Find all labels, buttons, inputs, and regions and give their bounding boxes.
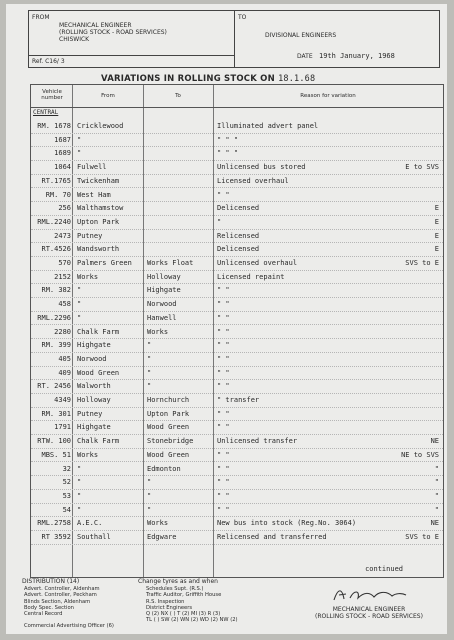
signer-block — [304, 606, 434, 620]
vehicle-number: 1689 — [54, 149, 71, 158]
vehicle-number: 458 — [58, 300, 71, 309]
from-cell: Twickenham — [77, 176, 120, 185]
reason-cell: Licensed overhaul — [217, 176, 289, 185]
from-cell: Palmers Green — [77, 259, 132, 267]
to-cell: Works Float — [147, 259, 194, 267]
to-cell: " — [147, 478, 152, 487]
category-cell: " — [434, 464, 439, 473]
reference: Ref. C16/ 3 — [32, 58, 65, 65]
from-cell: " — [77, 313, 82, 322]
category-cell: NE to SVS — [401, 450, 439, 459]
vehicle-number: RTW. 100 — [37, 437, 71, 446]
reason-cell: New bus into stock (Reg.No. 3064) — [217, 519, 357, 528]
table-row — [31, 489, 443, 504]
reason-cell: " " — [217, 341, 230, 350]
from-cell: " — [77, 491, 82, 500]
vehicle-number: 409 — [58, 368, 71, 377]
distribution-item: Advert. Controller, Aldenham — [24, 586, 100, 592]
vehicle-number: 54 — [62, 505, 71, 514]
section-label: CENTRAL — [33, 109, 59, 116]
to-cell: " — [147, 382, 152, 391]
reason-cell: " " — [217, 464, 230, 473]
from-cell: " — [77, 135, 82, 144]
vehicle-number: RML.2758 — [37, 519, 71, 528]
from-cell: " — [77, 286, 82, 295]
distribution-item: Body Spec. Section — [24, 604, 74, 611]
table-row — [31, 530, 443, 545]
table-row — [31, 229, 443, 244]
reason-cell: Licensed repaint — [217, 272, 285, 281]
table-row — [31, 283, 443, 298]
recipient-item: Traffic Auditor, Griffith House — [146, 592, 222, 599]
table-row — [31, 215, 443, 230]
recipient-item: Q (2) NX ( ) T (2) MI (3) R (3) — [146, 611, 221, 618]
table-row — [31, 311, 443, 326]
vehicle-number: RML.2296 — [37, 313, 71, 322]
table-row — [31, 188, 443, 203]
to-cell: " — [147, 354, 152, 363]
category-cell: NE — [430, 437, 439, 446]
recipient-list — [146, 586, 238, 624]
to-value: DIVISIONAL ENGINEERS — [265, 32, 337, 39]
from-cell: Southall — [77, 533, 111, 541]
category-cell: E — [434, 204, 439, 213]
to-cell: Hornchurch — [147, 396, 190, 404]
from-cell: Highgate — [77, 423, 111, 432]
date-label: DATE — [297, 53, 313, 60]
vehicle-number: 4349 — [54, 396, 71, 404]
from-cell: " — [77, 149, 82, 158]
col-header-to: To — [175, 93, 181, 99]
from-cell: Holloway — [77, 396, 111, 404]
to-cell: Holloway — [147, 272, 181, 281]
reason-cell: " " — [217, 382, 230, 391]
reason-cell: Delicensed — [217, 245, 260, 254]
table-row — [31, 379, 443, 394]
continued-note: continued — [365, 565, 403, 573]
vehicle-number: RM. 301 — [41, 409, 71, 418]
reason-cell: " " " — [217, 135, 239, 144]
vehicle-number: RT.4526 — [41, 245, 71, 254]
from-cell: Fulwell — [77, 163, 107, 172]
vehicle-number: RT 3592 — [41, 533, 71, 541]
to-cell: Hanwell — [147, 313, 177, 322]
distribution-count: (14) — [66, 578, 80, 585]
table-row — [31, 393, 443, 408]
reason-cell: " " — [217, 354, 230, 363]
to-cell: Works — [147, 519, 169, 528]
col-header-from: From — [101, 93, 115, 99]
reason-cell: " " — [217, 300, 230, 309]
reason-cell: " " — [217, 286, 230, 295]
table-row — [31, 297, 443, 312]
from-cell: Walthamstow — [77, 204, 124, 213]
title-text: VARIATIONS IN ROLLING STOCK ON — [101, 74, 275, 84]
table-row — [31, 201, 443, 216]
reason-cell: Unlicensed overhaul — [217, 259, 298, 267]
category-cell: E to SVS — [405, 163, 439, 172]
from-cell: " — [77, 505, 82, 514]
vehicle-number: RT.1765 — [41, 176, 71, 185]
from-cell: Norwood — [77, 354, 107, 363]
table-row — [31, 338, 443, 353]
table-row — [31, 503, 443, 518]
recipient-item: District Engineers — [146, 604, 193, 611]
from-cell: " — [77, 300, 82, 309]
table-row — [31, 160, 443, 175]
reason-cell: " " — [217, 368, 230, 377]
from-cell: West Ham — [77, 190, 111, 199]
to-cell: " — [147, 505, 152, 514]
document-footer — [14, 578, 444, 634]
vehicle-number: 2280 — [54, 327, 71, 336]
from-cell: Wandsworth — [77, 245, 120, 254]
from-line-3: CHISWICK — [59, 36, 90, 43]
vehicle-number: RM. 1678 — [37, 122, 71, 130]
reason-cell: " " — [217, 190, 230, 199]
recipient-item: TL ( ) SW (2) WN (2) WD (2) NW (2) — [146, 617, 238, 624]
header-rule — [31, 107, 443, 108]
to-cell: " — [147, 368, 152, 377]
table-row — [31, 462, 443, 477]
reason-cell: " " — [217, 478, 230, 487]
recipient-item: R.S. Inspection — [146, 598, 185, 605]
date-value: 19th January, 1968 — [319, 52, 395, 60]
to-cell: " — [147, 491, 152, 500]
category-cell: SVS to E — [405, 259, 439, 267]
reason-cell: Illuminated advert panel — [217, 122, 319, 130]
signer-dept: (ROLLING STOCK - ROAD SERVICES) — [315, 613, 423, 620]
from-cell: Works — [77, 272, 99, 281]
from-cell: Cricklewood — [77, 122, 124, 130]
distribution-label: DISTRIBUTION — [22, 578, 65, 585]
table-row — [31, 242, 443, 257]
category-cell: E — [434, 245, 439, 254]
from-cell: Chalk Farm — [77, 327, 120, 336]
to-label: TO — [238, 14, 247, 21]
distribution-item: Central Record — [24, 611, 63, 618]
from-label: FROM — [32, 14, 50, 21]
vehicle-number: RML.2240 — [37, 217, 71, 226]
table-row — [31, 420, 443, 435]
reason-cell: " " — [217, 327, 230, 336]
title-date: 18.1.68 — [278, 74, 316, 84]
header-divider — [234, 11, 235, 67]
reason-cell: " " — [217, 450, 230, 459]
table-row — [31, 352, 443, 367]
to-cell: Stonebridge — [147, 437, 194, 446]
to-cell: Wood Green — [147, 450, 190, 459]
vehicle-number: RT. 2456 — [37, 382, 71, 391]
table-row — [31, 270, 443, 285]
vehicle-number: 405 — [58, 354, 71, 363]
vehicle-number: 2473 — [54, 231, 71, 240]
to-cell: Works — [147, 327, 169, 336]
signer-title: MECHANICAL ENGINEER — [332, 606, 406, 613]
vehicle-number: 570 — [58, 259, 71, 267]
from-cell: Wood Green — [77, 368, 120, 377]
vehicle-number: 32 — [62, 464, 71, 473]
reason-cell: " — [217, 217, 222, 226]
table-row — [31, 516, 443, 531]
distribution-item: Advert. Controller, Peckham — [24, 592, 97, 599]
to-cell: Highgate — [147, 286, 181, 295]
table-row — [31, 174, 443, 189]
vehicle-number: RM. 399 — [41, 341, 71, 350]
reason-cell: " " — [217, 491, 230, 500]
table-row — [31, 448, 443, 463]
to-cell: Edgware — [147, 533, 177, 541]
reason-cell: Delicensed — [217, 204, 260, 213]
table-row — [31, 366, 443, 381]
from-cell: Walworth — [77, 382, 111, 391]
from-cell: Highgate — [77, 341, 111, 350]
header-rule — [29, 55, 234, 56]
reason-cell: Unlicensed transfer — [217, 437, 298, 446]
to-cell: Wood Green — [147, 423, 190, 432]
from-cell: " — [77, 478, 82, 487]
vehicle-number: 1687 — [54, 135, 71, 144]
to-cell: Norwood — [147, 300, 177, 309]
reason-cell: " transfer — [217, 396, 260, 404]
table-row — [31, 133, 443, 148]
vehicle-number: 53 — [62, 491, 71, 500]
to-cell: Edmonton — [147, 464, 181, 473]
vehicle-number: 256 — [58, 204, 71, 213]
category-cell: " — [434, 505, 439, 514]
reason-cell: " " — [217, 505, 230, 514]
category-cell: E — [434, 231, 439, 240]
vehicle-number: 1064 — [54, 163, 71, 172]
from-cell: " — [77, 464, 82, 473]
vehicle-number: RM. 70 — [45, 190, 71, 199]
reason-cell: Unlicensed bus stored — [217, 163, 306, 172]
reason-cell: " " — [217, 313, 230, 322]
from-line-2: (ROLLING STOCK - ROAD SERVICES) — [59, 29, 167, 36]
table-row — [31, 475, 443, 490]
memo-header — [28, 10, 440, 68]
distribution-item: Commercial Advertising Officer (6) — [24, 623, 114, 630]
category-cell: " — [434, 491, 439, 500]
variations-table — [30, 84, 444, 578]
to-cell: " — [147, 341, 152, 350]
distribution-list — [24, 586, 114, 630]
table-row — [31, 407, 443, 422]
signature — [330, 584, 410, 604]
to-cell: Upton Park — [147, 409, 190, 418]
distribution-heading — [22, 578, 79, 585]
from-cell: Putney — [77, 409, 103, 418]
table-row — [31, 146, 443, 161]
vehicle-number: 1791 — [54, 423, 71, 432]
from-line-1: MECHANICAL ENGINEER — [59, 22, 132, 29]
from-cell: Upton Park — [77, 217, 120, 226]
category-cell: NE — [430, 519, 439, 528]
vehicle-number: MBS. 51 — [41, 450, 71, 459]
table-row — [31, 434, 443, 449]
reason-cell: " " — [217, 409, 230, 418]
reason-cell: " " — [217, 423, 230, 432]
document-title — [101, 74, 315, 84]
category-cell: SVS to E — [405, 533, 439, 541]
from-cell: Putney — [77, 231, 103, 240]
distribution-item: Blinds Section, Aldenham — [24, 598, 91, 605]
change-note: Change tyres as and when — [138, 578, 218, 585]
vehicle-number: 2152 — [54, 272, 71, 281]
col-header-vehicle: Vehicle number — [41, 89, 63, 101]
reason-cell: Relicensed — [217, 231, 260, 240]
vehicle-number: 52 — [62, 478, 71, 487]
table-row — [31, 325, 443, 340]
table-row — [31, 256, 443, 271]
vehicle-number: RM. 382 — [41, 286, 71, 295]
category-cell: " — [434, 478, 439, 487]
reason-cell: Relicensed and transferred — [217, 533, 327, 541]
from-cell: Works — [77, 450, 99, 459]
document-sheet — [6, 4, 447, 634]
recipient-item: Schedules Supt. (R.S.) — [146, 586, 204, 592]
table-row — [31, 119, 443, 134]
from-cell: Chalk Farm — [77, 437, 120, 446]
category-cell: E — [434, 217, 439, 226]
col-header-reason: Reason for variation — [300, 93, 356, 99]
reason-cell: " " " — [217, 149, 239, 158]
from-cell: A.E.C. — [77, 519, 103, 528]
